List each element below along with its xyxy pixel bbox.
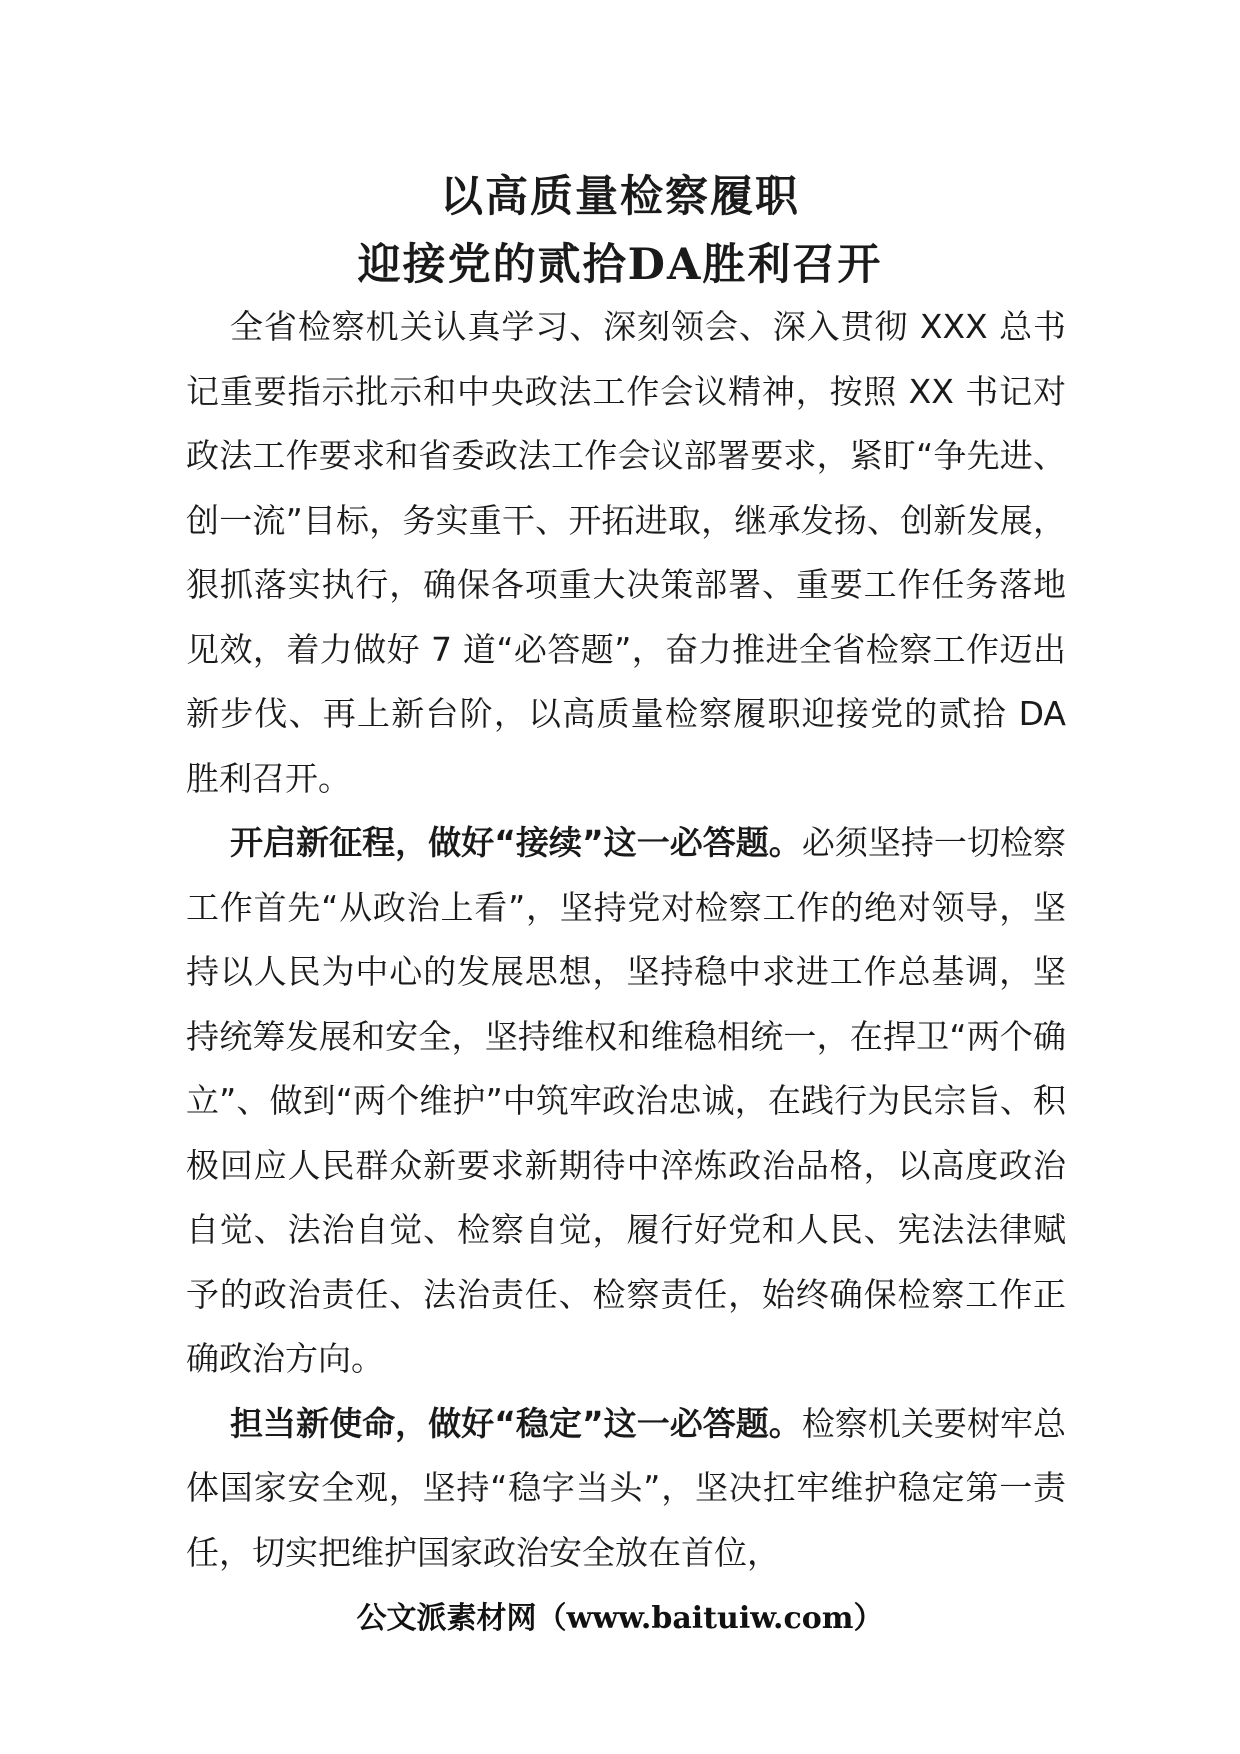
paragraph-continuation xyxy=(186,811,1066,1392)
paragraph-text: 必须坚持一切检察工作首先“从政治上看”，坚持党对检察工作的绝对领导，坚持以人民为中心的发展思想，坚持稳中求进工作总基调，坚持统筹发展和安全，坚持维权和维稳相统一，在捍卫“两个确立”、做到“两个维护”中筑牢政治忠诚，在践行为民宗旨、积极回应人民群众新要求新期待中淬炼政治品格，以高度政治自觉、法治自觉、检察自觉，履行好党和人民、宪法法律赋予的政治责任、法治责任、检察责任，始终确保检察工作正确政治方向。 xyxy=(186,823,1066,1378)
source-footer: 公文派素材网（www.baituiw.com） xyxy=(356,1601,884,1636)
paragraph-heading: 开启新征程，做好“接续”这一必答题。 xyxy=(230,823,802,862)
paragraph-text: 全省检察机关认真学习、深刻领会、深入贯彻 XXX 总书记重要指示批示和中央政法工作会议精神，按照 XX 书记对政法工作要求和省委政法工作会议部署要求，紧盯“争先进、创一流”目标，务实重干、开拓进取，继承发扬、创新发展，狠抓落实执行，确保各项重大决策部署、重要工作任务落地见效，着力做好 7 道“必答题”，奋力推进全省检察工作迈出新步伐、再上新台阶，以高质量检察履职迎接党的贰拾 DA 胜利召开。 xyxy=(186,307,1066,798)
document-title-line-1: 以高质量检察履职 xyxy=(440,172,800,222)
paragraph-text: 检察机关要树牢总体国家安全观，坚持“稳字当头”，坚决扛牢维护稳定第一责任，切实把维护国家政治安全放在首位， xyxy=(186,1403,1066,1572)
paragraph-intro xyxy=(186,295,1066,811)
document-title-line-2: 迎接党的贰拾DA胜利召开 xyxy=(357,240,883,290)
document-body xyxy=(186,295,1066,1585)
paragraph-stability xyxy=(186,1392,1066,1586)
paragraph-heading: 担当新使命，做好“稳定”这一必答题。 xyxy=(230,1403,802,1443)
